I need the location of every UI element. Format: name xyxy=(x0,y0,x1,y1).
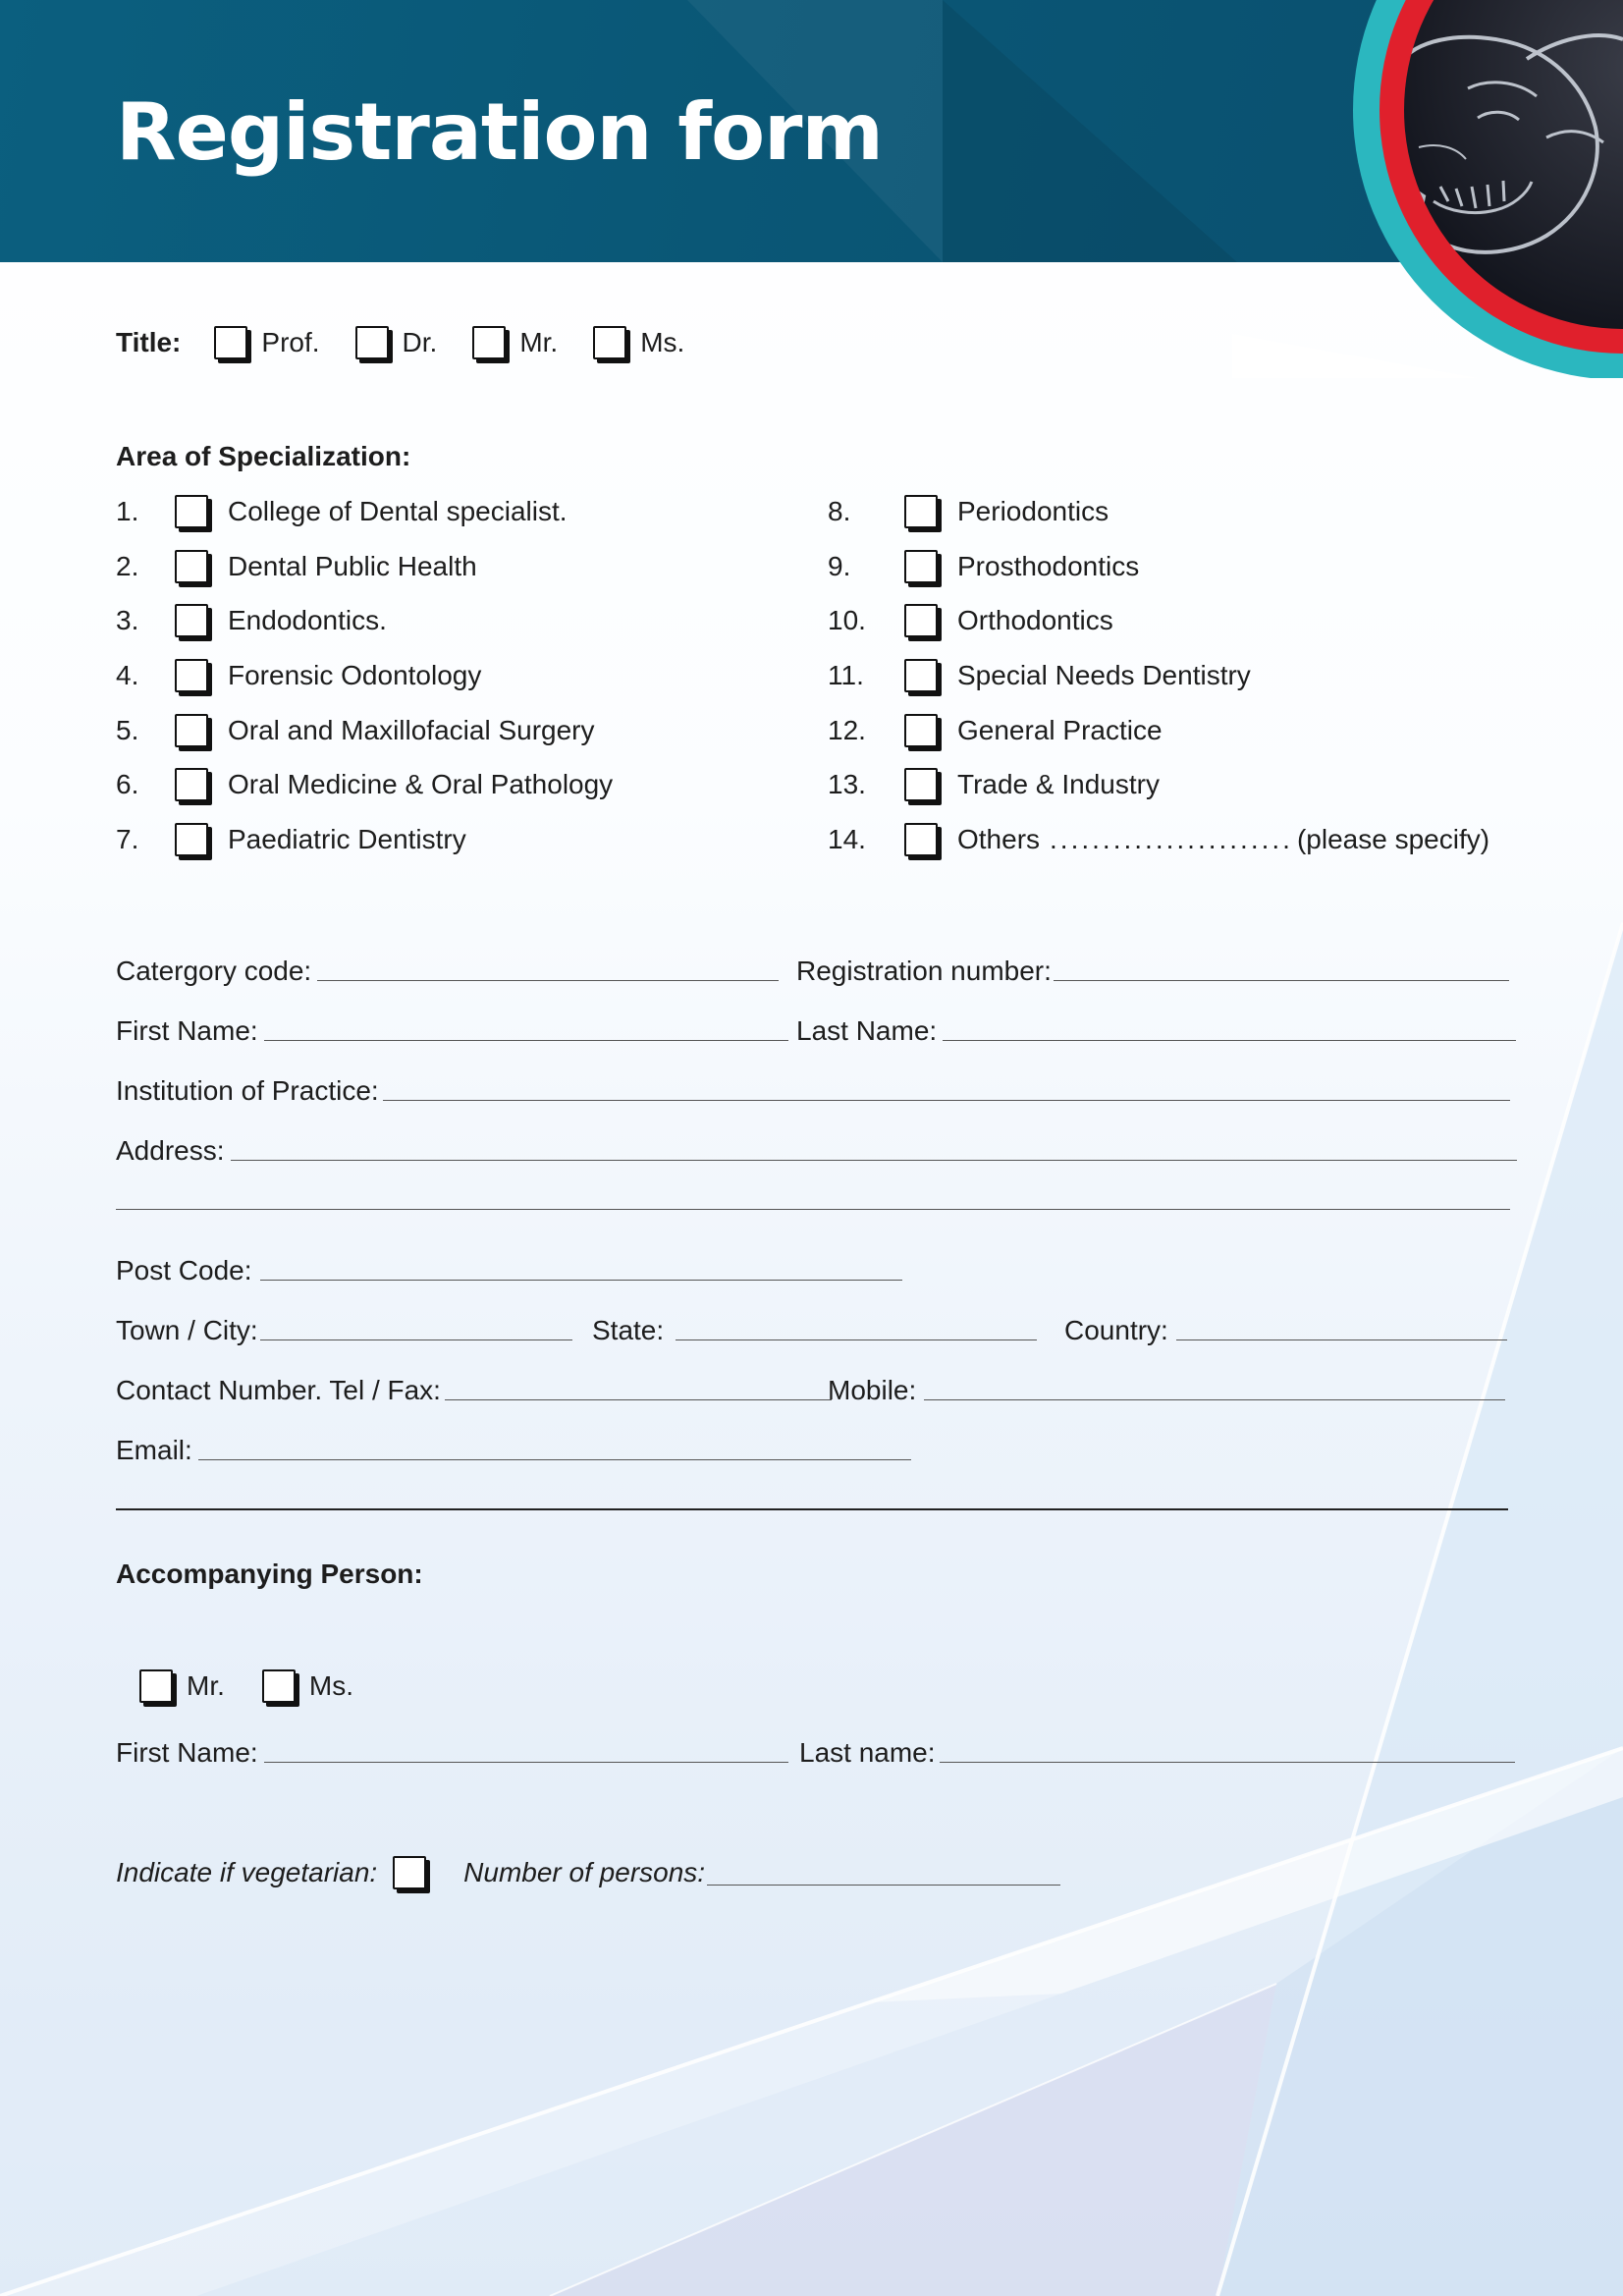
institution-label: Institution of Practice: xyxy=(116,1075,379,1106)
specialization-checkbox[interactable] xyxy=(175,604,208,637)
accompanying-last-name-label: Last name: xyxy=(799,1737,936,1768)
prof-checkbox[interactable] xyxy=(214,326,247,359)
accompanying-option-ms[interactable]: Ms. xyxy=(262,1669,353,1703)
vegetarian-label: Indicate if vegetarian: xyxy=(116,1857,378,1887)
mr-checkbox[interactable] xyxy=(472,326,506,359)
specialization-checkbox[interactable] xyxy=(904,768,938,801)
state-label: State: xyxy=(592,1315,665,1345)
town-city-input[interactable] xyxy=(260,1339,572,1340)
accompanying-title-selector xyxy=(139,1669,391,1703)
vegetarian-checkbox[interactable] xyxy=(393,1856,426,1889)
specialization-checkbox[interactable] xyxy=(175,714,208,747)
specialization-heading: Area of Specialization: xyxy=(116,441,411,471)
post-code-label: Post Code: xyxy=(116,1255,252,1285)
specialization-item[interactable]: 10. Orthodontics xyxy=(828,605,1113,636)
accompanying-first-name-field xyxy=(116,1739,788,1767)
country-field xyxy=(1064,1317,1507,1344)
specialization-checkbox[interactable] xyxy=(904,659,938,692)
mobile-label: Mobile: xyxy=(828,1375,917,1405)
country-label: Country: xyxy=(1064,1315,1168,1345)
category-code-field xyxy=(116,957,779,985)
specialization-item[interactable]: 2. Dental Public Health xyxy=(116,550,477,581)
specialization-item[interactable]: 5. Oral and Maxillofacial Surgery xyxy=(116,714,595,745)
address-field xyxy=(116,1137,1517,1165)
email-input[interactable] xyxy=(198,1459,911,1460)
specialization-item[interactable]: 12. General Practice xyxy=(828,714,1163,745)
country-input[interactable] xyxy=(1176,1339,1507,1340)
persons-label: Number of persons: xyxy=(463,1857,706,1887)
address-input-line-2[interactable] xyxy=(116,1209,1510,1210)
accompanying-last-name-input[interactable] xyxy=(940,1762,1515,1763)
contact-number-input[interactable] xyxy=(445,1399,832,1400)
mobile-field xyxy=(828,1377,1505,1404)
registration-number-label: Registration number: xyxy=(796,956,1052,986)
registration-number-field xyxy=(796,957,1509,985)
first-name-input[interactable] xyxy=(264,1040,788,1041)
specialization-checkbox[interactable] xyxy=(904,604,938,637)
vegetarian-row xyxy=(116,1856,1060,1889)
registration-number-input[interactable] xyxy=(1054,980,1509,981)
specialization-item[interactable]: 6. Oral Medicine & Oral Pathology xyxy=(116,769,614,800)
title-option-mr[interactable]: Mr. xyxy=(472,326,558,359)
specialization-checkbox[interactable] xyxy=(175,495,208,528)
title-option-prof[interactable]: Prof. xyxy=(214,326,319,359)
specialization-checkbox[interactable] xyxy=(904,550,938,583)
town-city-label: Town / City: xyxy=(116,1315,258,1345)
specialization-checkbox[interactable] xyxy=(904,495,938,528)
email-label: Email: xyxy=(116,1435,192,1465)
institution-field xyxy=(116,1077,1510,1105)
others-dots[interactable]: ....................... xyxy=(1050,823,1293,854)
accompanying-first-name-label: First Name: xyxy=(116,1737,258,1768)
accompanying-heading: Accompanying Person: xyxy=(116,1558,423,1589)
contact-number-field xyxy=(116,1377,832,1404)
page-title: Registration form xyxy=(116,86,883,178)
last-name-input[interactable] xyxy=(943,1040,1516,1041)
specialization-item[interactable]: 3. Endodontics. xyxy=(116,605,387,636)
accompanying-option-mr[interactable]: Mr. xyxy=(139,1669,225,1703)
address-input-line-1[interactable] xyxy=(231,1160,1517,1161)
first-name-field xyxy=(116,1017,788,1045)
section-divider xyxy=(116,1508,1508,1510)
last-name-field xyxy=(796,1017,1516,1045)
accompanying-first-name-input[interactable] xyxy=(264,1762,788,1763)
post-code-input[interactable] xyxy=(260,1280,902,1281)
last-name-label: Last Name: xyxy=(796,1015,938,1046)
specialization-checkbox[interactable] xyxy=(175,550,208,583)
category-code-input[interactable] xyxy=(317,980,779,981)
category-code-label: Catergory code: xyxy=(116,956,312,986)
title-option-ms[interactable]: Ms. xyxy=(593,326,684,359)
specialization-checkbox[interactable] xyxy=(175,659,208,692)
specialization-right-column xyxy=(828,484,1489,867)
dr-checkbox[interactable] xyxy=(355,326,389,359)
address-label: Address: xyxy=(116,1135,225,1166)
specialization-item-others[interactable]: 14. Others ....................... (please specify) xyxy=(828,823,1490,854)
accompanying-mr-checkbox[interactable] xyxy=(139,1669,173,1703)
first-name-label: First Name: xyxy=(116,1015,258,1046)
institution-input[interactable] xyxy=(383,1100,1510,1101)
title-label: Title: xyxy=(116,327,182,357)
specialization-item[interactable]: 9. Prosthodontics xyxy=(828,550,1140,581)
contact-number-label: Contact Number. Tel / Fax: xyxy=(116,1375,441,1405)
title-option-dr[interactable]: Dr. xyxy=(355,326,438,359)
post-code-field xyxy=(116,1257,902,1285)
specialization-item[interactable]: 11. Special Needs Dentistry xyxy=(828,659,1251,690)
specialization-left-column xyxy=(116,484,613,867)
title-selector xyxy=(116,326,684,359)
email-field xyxy=(116,1437,911,1464)
specialization-item[interactable]: 13. Trade & Industry xyxy=(828,769,1160,800)
mobile-input[interactable] xyxy=(924,1399,1505,1400)
accompanying-ms-checkbox[interactable] xyxy=(262,1669,296,1703)
specialization-checkbox[interactable] xyxy=(175,768,208,801)
ms-checkbox[interactable] xyxy=(593,326,626,359)
persons-input[interactable] xyxy=(707,1885,1060,1886)
xray-skull-badge xyxy=(1232,0,1623,378)
accompanying-last-name-field xyxy=(799,1739,1515,1767)
specialization-item[interactable]: 7. Paediatric Dentistry xyxy=(116,823,466,854)
specialization-item[interactable]: 8. Periodontics xyxy=(828,495,1109,526)
state-field xyxy=(592,1317,1037,1344)
specialization-checkbox[interactable] xyxy=(175,823,208,856)
specialization-item[interactable]: 4. Forensic Odontology xyxy=(116,659,482,690)
specialization-checkbox[interactable] xyxy=(904,714,938,747)
specialization-checkbox[interactable] xyxy=(904,823,938,856)
state-input[interactable] xyxy=(676,1339,1037,1340)
specialization-item[interactable]: 1. College of Dental specialist. xyxy=(116,495,568,526)
town-city-field xyxy=(116,1317,572,1344)
